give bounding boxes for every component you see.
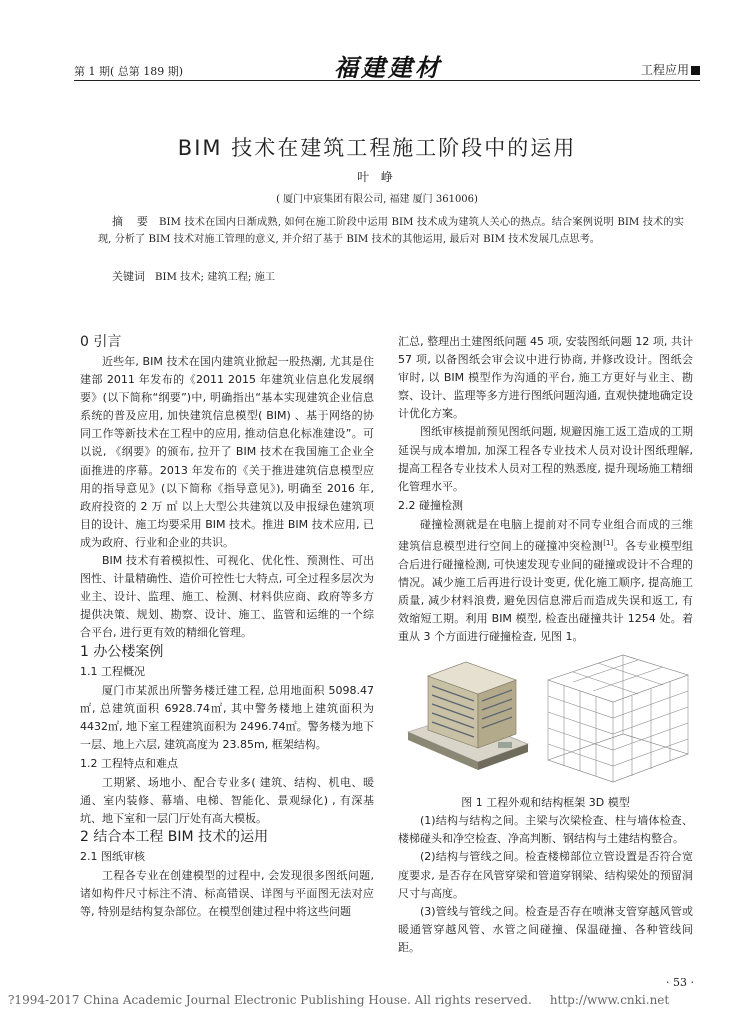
cnki-url: http://www.cnki.net — [549, 993, 670, 1007]
right-column — [398, 333, 693, 957]
copyright-text: ?1994-2017 China Academic Journal Electronic Publishing House. All rights reserved. — [8, 993, 532, 1007]
paragraph-text: 碰撞检测就是在电脑上提前对不同专业组合而成的三维建筑信息模型进行空间上的碰撞冲突检测 — [398, 517, 693, 553]
keywords-label: 关键词 — [112, 270, 145, 283]
paragraph: BIM 技术有着模拟性、可视化、优化性、预测性、可出图性、计量精确性、造价可控性七大特点, 可全过程多层次为业主、设计、监理、施工、检测、材料供应商、政府等多方提供决策、规划、勘察、设计、施工、监管和运维的一个综合平台, 进行更有效的精细化管理。 — [80, 554, 374, 640]
structural-frame-model — [548, 655, 688, 782]
left-column — [80, 333, 374, 921]
keywords — [112, 268, 275, 284]
paragraph: 工期紧、场地小、配合专业多( 建筑、结构、机电、暖通、室内装修、幕墙、电梯、智能化、景观绿化) , 有深基坑、地下室和一层门厅处有高大模板。 — [80, 775, 374, 826]
section-heading-1: 1 办公楼案例 — [80, 643, 164, 660]
paragraph: 近些年, BIM 技术在国内建筑业掀起一股热潮, 尤其是住建部 2011 年发布的《2011 2015 年建筑业信息化发展纲要》(以下简称“纲要”)中, 明确指出“基本实现建筑企业信息系统的普及应用, 加快建筑信息模型( BIM) 、基于网络的协同工作等新技术在工程中的应用, 推动信息化标准建设”。可以说, 《纲要》的颁布, 拉开了 BIM 技术在我国施工企业全面推进的序幕。2013 年发布的《关于推进建筑信息模型应用的指导意见》(以下简称《指导意见》), 明确至 2016 年, 政府投资的 2 万 ㎡ 以上大型公共建筑以及申报绿色建筑项目的设计、施工均要采用 BIM 技术。推进 BIM 技术应用, 已成为政府、行业和企业的共识。 — [80, 355, 374, 549]
building-exterior-model — [408, 662, 528, 770]
paragraph: (2)结构与管线之间。检查楼梯部位立管设置是否符合宽度要求, 是否存在风管穿梁和管道穿钢梁、结构梁处的预留洞尺寸与高度。 — [398, 850, 693, 900]
header-rule — [74, 80, 700, 81]
subsection-heading-2-2: 2.2 碰撞检测 — [398, 498, 463, 512]
subsection-heading-1-1: 1.1 工程概况 — [80, 664, 145, 678]
paragraph: 汇总, 整理出土建图纸问题 45 项, 安装图纸问题 12 项, 共计 57 项, 以备图纸会审会议中进行协商, 并修改设计。图纸会审时, 以 BIM 模型作为沟通的平台, 施工方更好与业主、勘察、设计、监理等多方进行图纸问题沟通, 直观快捷地确定设计优化方案。 — [398, 335, 693, 421]
keywords-text: BIM 技术; 建筑工程; 施工 — [155, 272, 276, 283]
figure-1 — [398, 650, 693, 790]
article-title: BIM 技术在建筑工程施工阶段中的运用 — [177, 136, 577, 160]
section-heading-2: 2 结合本工程 BIM 技术的运用 — [80, 829, 269, 846]
section-text: 工程应用 — [640, 63, 689, 77]
copyright-notice — [8, 993, 669, 1007]
subsection-heading-2-1: 2.1 图纸审核 — [80, 850, 145, 864]
section-label — [641, 61, 700, 78]
paragraph: 工程各专业在创建模型的过程中, 会发现很多图纸问题, 诸如构件尺寸标注不清、标高错误、详图与平面图无法对应等, 特别是结构复杂部位。在模型创建过程中将这些问题 — [80, 869, 374, 919]
paragraph: 图纸审核提前预见图纸问题, 规避因施工返工造成的工期延误与成本增加, 加深工程各专业技术人员对设计图纸理解, 提高工程各专业技术人员对工程的熟悉度, 提升现场施工精细化管理水平。 — [398, 425, 693, 493]
paragraph: 厦门市某派出所警务楼迁建工程, 总用地面积 5098.47㎡, 总建筑面积 6928.74㎡, 其中警务楼地上建筑面积为 4432㎡, 地下室工程建筑面积为 2496.74㎡。警务楼为地下一层、地上六层, 建筑高度为 23.85m, 框架结构。 — [80, 683, 374, 751]
paragraph-text: 。各专业模型组合后进行碰撞检测, 可快速发现专业间的碰撞或设计不合理的情况。减少施工后再进行设计变更, 优化施工顺序, 提高施工质量, 减少材料浪费, 避免因信息滞后而造成失误和返工, 有效缩短工期。利用 BIM 模型, 检查出碰撞共计 1254 处。着重从 3 个方面进行碰撞检查, 见图 1。 — [398, 539, 694, 644]
paragraph: (3)管线与管线之间。检查是否存在喷淋支管穿越风管或暖通管穿越风管、水管之间碰撞、保温碰撞、各种管线间距。 — [398, 904, 693, 954]
author-affiliation: ( 厦门中宸集团有限公司, 福建 厦门 361006) — [276, 194, 478, 205]
paragraph — [398, 516, 693, 646]
abstract — [98, 213, 684, 248]
abstract-label: 摘 要 — [112, 215, 154, 228]
issue-number: 第 1 期( 总第 189 期) — [74, 65, 184, 78]
article-author: 叶 峥 — [357, 170, 397, 184]
citation-ref: [1] — [603, 538, 614, 547]
paragraph: (1)结构与结构之间。主梁与次梁检查、柱与墙体检查、楼梯碰头和净空检查、净高判断、钢结构与土建结构整合。 — [398, 814, 693, 846]
subsection-heading-1-2: 1.2 工程特点和难点 — [80, 756, 178, 770]
section-heading-intro: 0 引言 — [80, 334, 122, 350]
square-icon — [691, 66, 700, 75]
journal-logo: 福建建材 — [334, 53, 442, 82]
figure-3d-models — [398, 650, 693, 790]
page-number: · 53 · — [666, 976, 694, 989]
abstract-text: BIM 技术在国内日渐成熟, 如何在施工阶段中运用 BIM 技术成为建筑人关心的热点。结合案例说明 BIM 技术的实现, 分析了 BIM 技术对施工管理的意义, 并介绍了基于 BIM 技术的其他运用, 最后对 BIM 技术发展几点思考。 — [98, 217, 684, 245]
figure-caption: 图 1 工程外观和结构框架 3D 模型 — [461, 796, 630, 810]
